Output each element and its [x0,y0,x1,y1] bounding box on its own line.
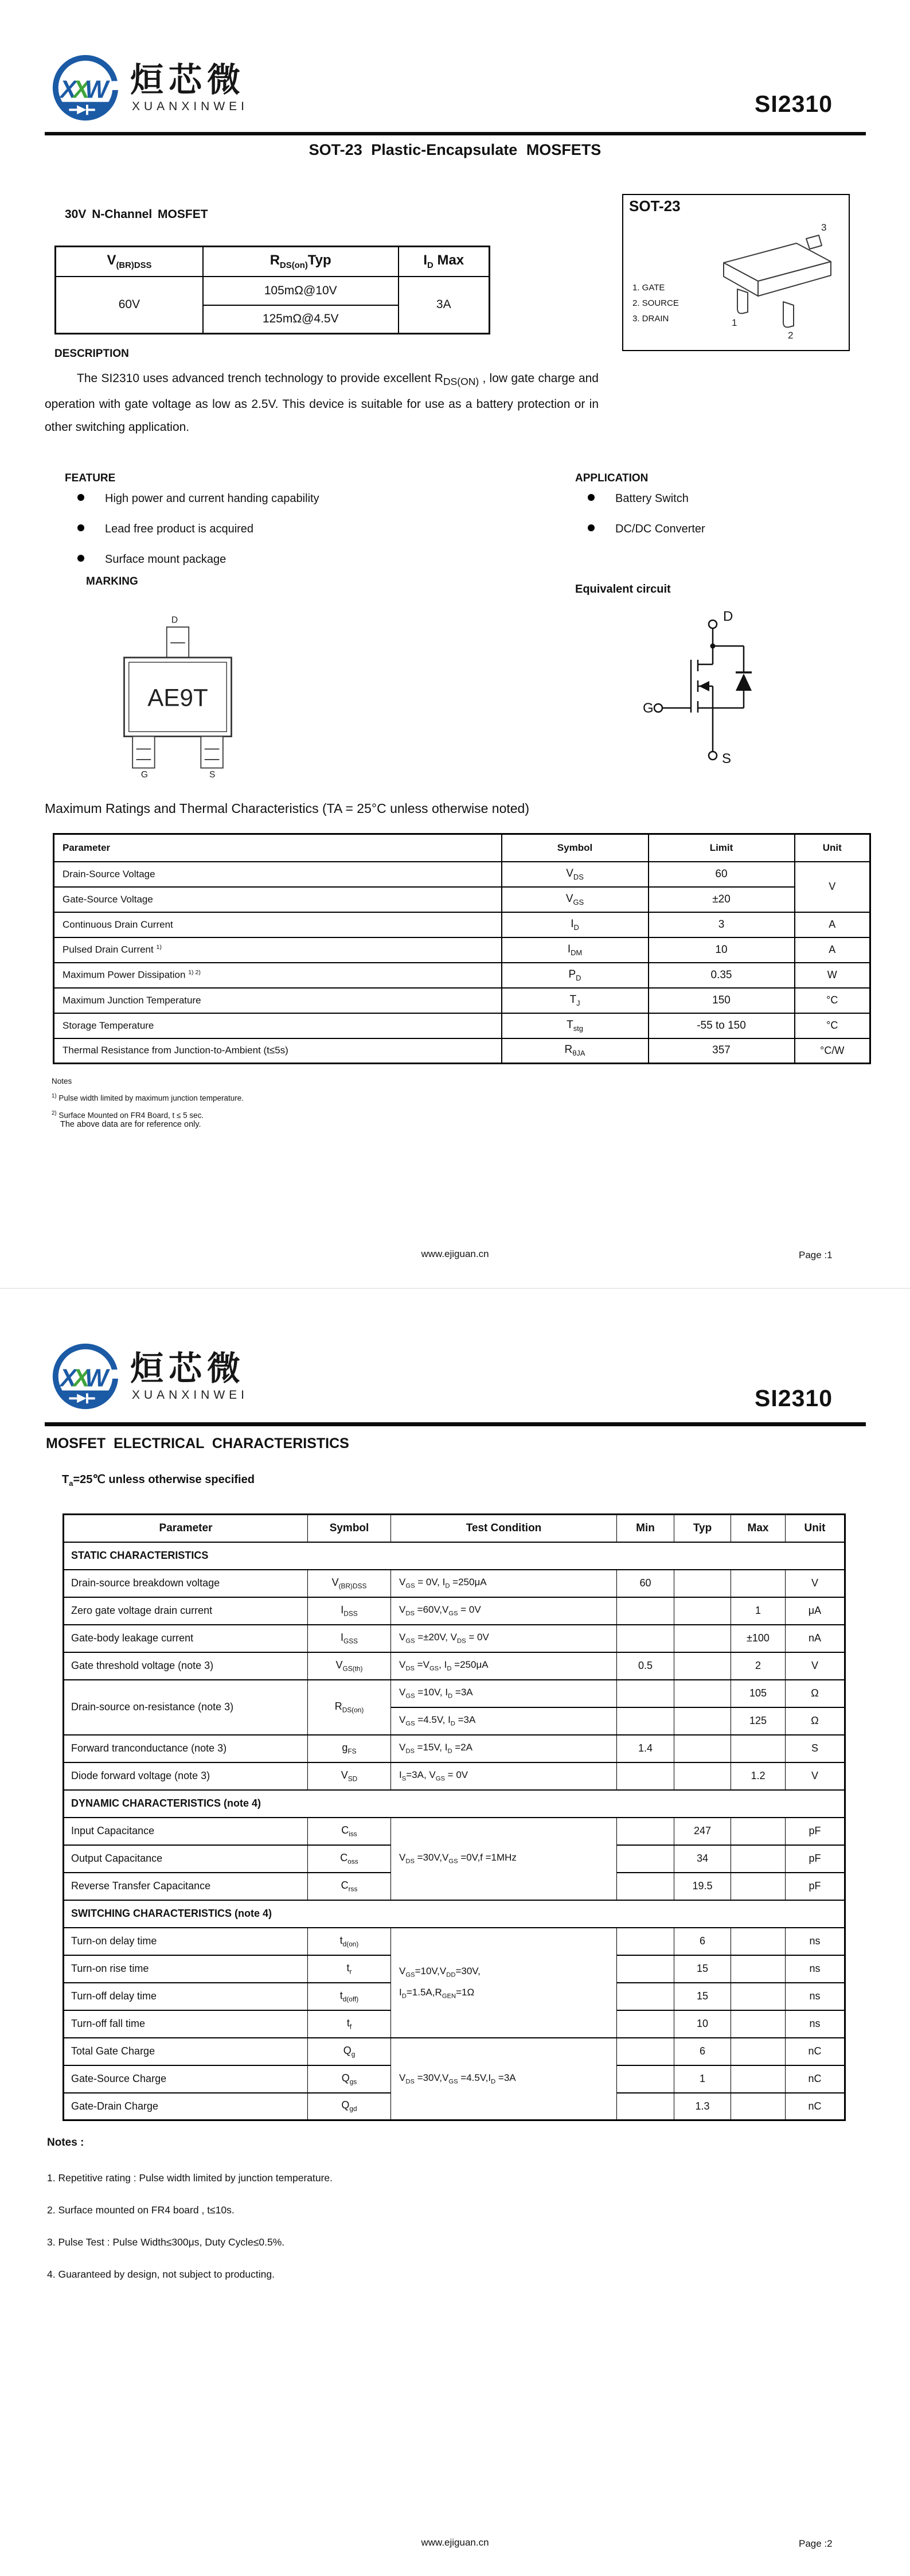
table-cell: $V_{GS} =\pm 20V$, $V_{DS} = 0V$ [391,1625,617,1652]
logo-letter: W [85,1364,108,1392]
table-cell: μA [786,1597,845,1625]
table-row [64,1818,845,1845]
table-cell: $V_{GS(th)}$ [308,1652,391,1680]
section-row [64,1542,845,1570]
table-row [64,1570,845,1597]
brand-name-en: XUANXINWEI [132,1388,249,1402]
application-heading: APPLICATION [575,472,649,484]
table-cell: $Q_{gs}$ [308,2065,391,2093]
note-line: 2. Surface mounted on FR4 board , t≤10s. [47,2204,235,2216]
table-cell: pF [786,1845,845,1873]
marking-diagram [115,613,241,779]
table-cell: 105 [731,1680,786,1707]
logo-letter: X [60,76,77,104]
table-cell: ±100 [731,1625,786,1652]
table-cell: 6 [674,2038,731,2065]
table-row [54,988,870,1013]
pin-number: 3 [821,222,827,233]
table-header-cell: Symbol [502,834,649,862]
table-cell: Drain-Source Voltage [54,862,502,887]
table-cell: Turn-off fall time [64,2010,308,2038]
condition-line: $I_D=1.5A,R_{GEN}=1\Omega$ [399,1986,475,1999]
table-row [64,2038,845,2065]
brand-name-cn: 烜芯微 [130,1350,246,1387]
table-cell: nA [786,1625,845,1652]
footer-page-number: Page :2 [799,2538,833,2549]
table-cell [617,1818,674,1845]
table-cell: $Q_{gd}$ [308,2093,391,2120]
table-cell: Drain-source breakdown voltage [64,1570,308,1597]
feature-heading: FEATURE [65,472,116,484]
table-row [64,1735,845,1762]
table-cell [617,1707,674,1735]
terminal-label: D [723,609,733,624]
table-row [54,912,870,937]
table-cell: 0.35 [649,963,795,988]
table-cell: 15 [674,1983,731,2010]
table-cell: 60 [649,862,795,887]
table-cell [731,1928,786,1955]
logo-letter: X [60,1364,77,1392]
table-cell: Zero gate voltage drain current [64,1597,308,1625]
table-header-cell: Symbol [308,1515,391,1542]
brand-name-en: XUANXINWEI [132,100,249,113]
table-row [64,1515,845,1542]
list-item-label: High power and current handing capability [105,492,319,505]
table-row [56,247,490,277]
table-row [64,1597,845,1625]
table-row [56,277,490,305]
table-row [54,887,870,912]
table-cell: $t_f$ [308,2010,391,2038]
table-cell: pF [786,1873,845,1900]
note-line: $^{2)}$ Surface Mounted on FR4 Board, t ≤ 5 sec. [52,1110,204,1119]
table-header-cell: Parameter [54,834,502,862]
table-cell: 150 [649,988,795,1013]
table-row [54,963,870,988]
table-cell [617,1955,674,1983]
table-cell: $C_{rss}$ [308,1873,391,1900]
table-cell [731,1955,786,1983]
table-cell: 247 [674,1818,731,1845]
table-cell: 125mΩ@4.5V [203,305,399,334]
table-cell [617,1873,674,1900]
table-cell: Pulsed Drain Current $^{1)}$ [54,937,502,963]
table-cell: $T_{stg}$ [502,1013,649,1038]
table-cell: Drain-source on-resistance (note 3) [64,1680,308,1735]
table-cell [674,1735,731,1762]
table-cell: $V_{SD}$ [308,1762,391,1790]
brand-name-cn: 烜芯微 [130,61,246,99]
pin-label: 2. SOURCE [632,298,679,308]
table-cell: ns [786,1928,845,1955]
table-cell [617,1762,674,1790]
datasheet-page-2 [0,1288,910,2576]
note-line: 4. Guaranteed by design, not subject to producting. [47,2268,275,2280]
table-cell [617,2038,674,2065]
table-cell: Input Capacitance [64,1818,308,1845]
bullet-icon [77,524,84,531]
table-header-cell: Max [731,1515,786,1542]
test-temperature-condition: $T_a=25℃$ unless otherwise specified [62,1473,255,1488]
xxw-logo-icon [49,1340,122,1415]
table-cell: nC [786,2065,845,2093]
electrical-characteristics-title: MOSFET ELECTRICAL CHARACTERISTICS [46,1435,349,1452]
bullet-icon [588,524,595,531]
table-cell [731,1570,786,1597]
table-cell: $R_{DS(on)}$ [308,1680,391,1735]
brand-logo [49,1340,313,1421]
logo-letter: W [85,76,108,104]
table-cell: V [786,1762,845,1790]
table-cell: $V_{GS} =4.5V$, $I_D =3A$ [391,1707,617,1735]
table-cell [674,1762,731,1790]
table-row [54,834,870,862]
pin-label: S [209,770,216,779]
section-row [64,1790,845,1818]
table-cell: A [795,937,870,963]
table-cell [674,1570,731,1597]
list-item-label: Battery Switch [615,492,689,505]
table-cell: 1.4 [617,1735,674,1762]
table-cell: Thermal Resistance from Junction-to-Ambient (t≤5s) [54,1038,502,1064]
table-row [54,1013,870,1038]
table-cell: -55 to 150 [649,1013,795,1038]
logo-letter: X [73,1364,90,1392]
table-cell: 10 [649,937,795,963]
note-line: 3. Pulse Test : Pulse Width≤300μs, Duty Cycle≤0.5%. [47,2236,285,2248]
description-heading: DESCRIPTION [54,348,129,360]
table-cell: $t_r$ [308,1955,391,1983]
list-item [77,553,226,566]
table-header-cell: Unit [786,1515,845,1542]
table-cell: $V_{(BR)DSS}$ [308,1570,391,1597]
table-cell: 34 [674,1845,731,1873]
table-cell [731,1873,786,1900]
max-ratings-table [53,833,871,1064]
table-cell: Turn-on rise time [64,1955,308,1983]
package-title: SOT-23 [629,197,681,215]
equivalent-circuit-diagram [639,607,771,773]
table-cell [617,1928,674,1955]
table-cell: 357 [649,1038,795,1064]
table-cell: 10 [674,2010,731,2038]
table-cell: Storage Temperature [54,1013,502,1038]
bullet-icon [77,555,84,562]
table-cell: °C/W [795,1038,870,1064]
table-cell: $V_{DS} =V_{GS}$, $I_D =250\mu A$ [391,1652,617,1680]
table-cell: 60 [617,1570,674,1597]
table-cell: 19.5 [674,1873,731,1900]
table-cell: Diode forward voltage (note 3) [64,1762,308,1790]
device-subtitle: 30V N-Channel MOSFET [65,208,208,221]
table-cell: Maximum Junction Temperature [54,988,502,1013]
table-cell: $C_{iss}$ [308,1818,391,1845]
table-header-cell: $V_{(BR)DSS}$ [56,247,203,277]
pin-label: G [140,770,148,779]
list-item [588,492,689,505]
marking-heading: MARKING [86,575,138,587]
table-cell: Gate-body leakage current [64,1625,308,1652]
table-cell: V [786,1570,845,1597]
table-header-cell: Unit [795,834,870,862]
footer-website: www.ejiguan.cn [421,1248,489,1259]
table-cell [617,2065,674,2093]
terminal-label: G [643,701,654,716]
table-cell [731,1818,786,1845]
header-rule [45,132,866,135]
table-cell: $I_{GSS}$ [308,1625,391,1652]
table-cell: 2 [731,1652,786,1680]
table-cell [731,1845,786,1873]
table-cell [617,1845,674,1873]
table-header-cell: Min [617,1515,674,1542]
table-cell: 125 [731,1707,786,1735]
reference-note: The above data are for reference only. [60,1120,201,1129]
table-row [54,1038,870,1064]
table-cell: $V_{DS} =15V$, $I_D =2A$ [391,1735,617,1762]
table-cell [617,1983,674,2010]
table-cell: Turn-on delay time [64,1928,308,1955]
table-cell: $V_{GS} = 0V$, $I_D =250\mu A$ [391,1570,617,1597]
table-cell: $g_{FS}$ [308,1735,391,1762]
table-cell: 1.3 [674,2093,731,2120]
list-item [77,523,253,536]
table-cell: $V_{DS} =30V,V_{GS} =4.5V,I_D =3A$ [391,2038,617,2120]
table-cell: $V_{DS} =60V,V_{GS} = 0V$ [391,1597,617,1625]
table-row [54,862,870,887]
table-row [64,1652,845,1680]
table-cell: $V_{GS} =10V$, $I_D =3A$ [391,1680,617,1707]
note-line: $^{1)}$ Pulse width limited by maximum junction temperature. [52,1093,244,1103]
table-row [64,1762,845,1790]
table-cell: ns [786,2010,845,2038]
table-cell [674,1597,731,1625]
table-cell: Gate-Drain Charge [64,2093,308,2120]
section-label: DYNAMIC CHARACTERISTICS (note 4) [64,1790,845,1818]
doc-title: SOT-23 Plastic-Encapsulate MOSFETS [308,141,602,158]
table-cell: Output Capacitance [64,1845,308,1873]
list-item [588,523,705,536]
package-pin-list [632,280,679,326]
table-cell [674,1652,731,1680]
part-number: SI2310 [755,1385,833,1411]
table-cell: Gate threshold voltage (note 3) [64,1652,308,1680]
table-cell: °C [795,1013,870,1038]
part-number: SI2310 [755,91,833,117]
table-cell: Maximum Power Dissipation $^{1) 2)}$ [54,963,502,988]
table-header-cell: Limit [649,834,795,862]
pin-number: 1 [732,317,737,328]
table-cell [617,1680,674,1707]
table-header-cell: $I_D$ Max [399,247,490,277]
brand-logo [49,52,313,132]
table-cell: ns [786,1983,845,2010]
header-rule [45,1422,866,1426]
table-row [54,937,870,963]
table-cell: V [786,1652,845,1680]
table-cell: 60V [56,277,203,334]
bullet-icon [77,494,84,501]
table-cell: 1 [674,2065,731,2093]
table-cell [731,1735,786,1762]
table-cell: Total Gate Charge [64,2038,308,2065]
table-row [64,1928,845,1955]
table-cell: A [795,912,870,937]
table-cell: $I_{DM}$ [502,937,649,963]
table-cell: Ω [786,1680,845,1707]
section-label: STATIC CHARACTERISTICS [64,1542,845,1570]
footer-website: www.ejiguan.cn [421,2537,489,2548]
table-header-cell: Typ [674,1515,731,1542]
table-cell [617,1597,674,1625]
table-cell: 15 [674,1955,731,1983]
table-cell: $I_{DSS}$ [308,1597,391,1625]
notes-heading: Notes [52,1077,72,1085]
table-cell [391,1928,617,2038]
table-cell: $V_{GS}$ [502,887,649,912]
pin-label: 1. GATE [632,283,665,293]
table-cell: Ω [786,1707,845,1735]
table-cell [731,2093,786,2120]
table-row [64,1625,845,1652]
table-row [64,1680,845,1707]
table-cell: 6 [674,1928,731,1955]
pin-label: D [171,615,178,625]
table-cell: V [795,862,870,912]
table-cell: 1.2 [731,1762,786,1790]
pin-label: 3. DRAIN [632,314,669,324]
pin-number: 2 [788,330,794,341]
table-cell: °C [795,988,870,1013]
terminal-label: S [722,751,732,766]
table-cell: Gate-Source Charge [64,2065,308,2093]
table-cell [674,1707,731,1735]
table-cell [731,2065,786,2093]
table-cell: $P_D$ [502,963,649,988]
notes-heading: Notes : [47,2137,84,2149]
table-header-cell: $R_{DS(on)}Typ$ [203,247,399,277]
marking-code: AE9T [147,684,208,711]
list-item-label: DC/DC Converter [615,523,705,535]
package-outline-box [622,194,850,351]
table-cell: 0.5 [617,1652,674,1680]
summary-table [54,246,490,334]
table-cell: ns [786,1955,845,1983]
table-cell: $T_J$ [502,988,649,1013]
table-cell: Gate-Source Voltage [54,887,502,912]
table-cell: $V_{DS}$ [502,862,649,887]
list-item [77,492,319,505]
note-line: 1. Repetitive rating : Pulse width limited by junction temperature. [47,2172,333,2184]
equivalent-circuit-heading: Equivalent circuit [575,583,671,596]
table-cell: Continuous Drain Current [54,912,502,937]
table-cell [731,1983,786,2010]
max-ratings-notes [52,1074,244,1123]
table-cell: Turn-off delay time [64,1983,308,2010]
table-cell: W [795,963,870,988]
table-cell [731,2010,786,2038]
bullet-icon [588,494,595,501]
table-cell [674,1625,731,1652]
table-cell: $t_{d(off)}$ [308,1983,391,2010]
table-cell: $R_{\theta JA}$ [502,1038,649,1064]
table-cell: $V_{DS} =30V,V_{GS} =0V,f =1MHz$ [391,1818,617,1900]
table-cell [617,1625,674,1652]
table-cell: S [786,1735,845,1762]
table-cell [617,2010,674,2038]
table-cell: Forward tranconductance (note 3) [64,1735,308,1762]
table-cell: $t_{d(on)}$ [308,1928,391,1955]
table-cell: 3 [649,912,795,937]
footer-page-number: Page :1 [799,1250,833,1260]
section-row [64,1900,845,1928]
table-cell: $Q_g$ [308,2038,391,2065]
section-label: SWITCHING CHARACTERISTICS (note 4) [64,1900,845,1928]
table-cell: nC [786,2093,845,2120]
table-cell: 1 [731,1597,786,1625]
list-item-label: Lead free product is acquired [105,523,254,535]
table-cell: $I_D$ [502,912,649,937]
table-cell: Reverse Transfer Capacitance [64,1873,308,1900]
logo-letter: X [73,76,90,104]
condition-line: $V_{GS}=10V,V_{DD}=30V$, [399,1966,481,1979]
table-cell [617,2093,674,2120]
electrical-characteristics-table [63,1513,846,2121]
table-cell: ±20 [649,887,795,912]
table-cell: nC [786,2038,845,2065]
max-ratings-title: Maximum Ratings and Thermal Characteristics (TA = 25°C unless otherwise noted) [45,801,529,816]
xxw-logo-icon [49,52,122,126]
table-cell [674,1680,731,1707]
description-body: The SI2310 uses advanced trench technology to provide excellent $R_{DS(ON)}$ , low gate charge and operation with gate voltage as low as 2.5V. This device is suitable for use as a battery protection or in other switching application. [45,372,599,434]
table-cell: $I_S=3A$, $V_{GS} = 0V$ [391,1762,617,1790]
sot23-package-icon [702,220,845,342]
table-header-cell: Test Condition [391,1515,617,1542]
table-cell [731,2038,786,2065]
table-cell: 3A [399,277,490,334]
table-cell: $C_{oss}$ [308,1845,391,1873]
table-cell: 105mΩ@10V [203,277,399,305]
list-item-label: Surface mount package [105,553,226,566]
table-cell: pF [786,1818,845,1845]
table-header-cell: Parameter [64,1515,308,1542]
